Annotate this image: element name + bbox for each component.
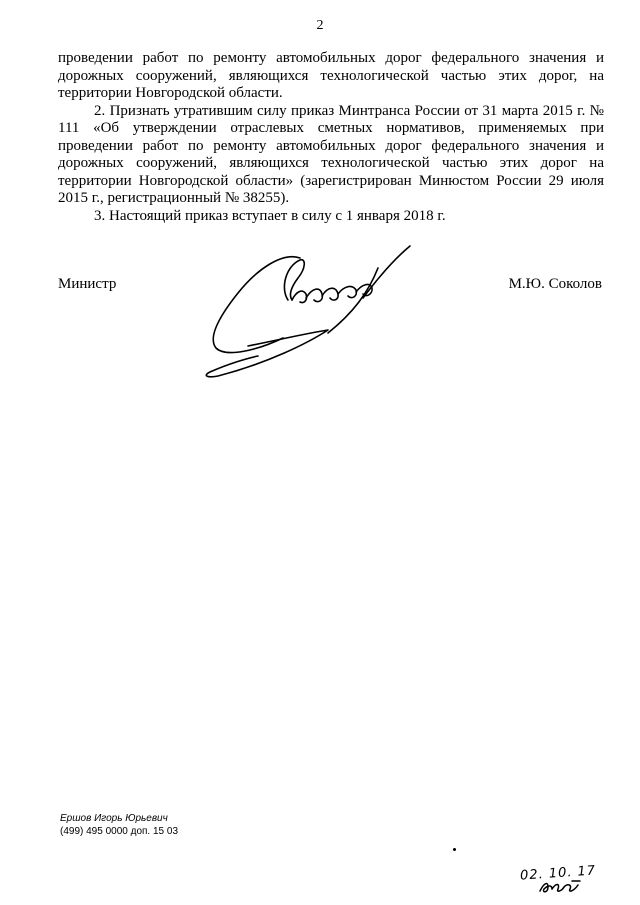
stray-mark [453,848,456,851]
paragraph-item-3: 3. Настоящий приказ вступает в силу с 1 января 2018 г. [94,207,446,224]
handwritten-initials [536,877,586,897]
executor-info [60,812,178,838]
page-number: 2 [316,18,324,33]
signer-title: Министр [58,276,117,292]
executor-phone: (499) 495 0000 доп. 15 03 [60,826,179,837]
executor-name: Ершов Игорь Юрьевич [60,813,168,824]
document-body [58,50,604,225]
handwritten-signature [188,238,418,383]
signer-name: М.Ю. Соколов [508,276,602,292]
handwritten-date: 02. 10. 17 [519,863,597,884]
paragraph-continuation: проведении работ по ремонту автомобильных дорог федерального значения и дорожных сооружений, являющихся технологической частью этих дорог, на территории Новгородской области. [58,50,604,101]
paragraph-item-2: 2. Признать утратившим силу приказ Минтранса России от 31 марта 2015 г. № 111 «Об утверждении отраслевых сметных нормативов, применяемых при проведении работ по ремонту автомобильных дорог федерального значения и дорожных сооружений, являющихся технологической частью этих дорог на территории Новгородской области» (зарегистрирован Минюстом России 29 июля 2015 г., регистрационный № 38255). [58,102,604,206]
